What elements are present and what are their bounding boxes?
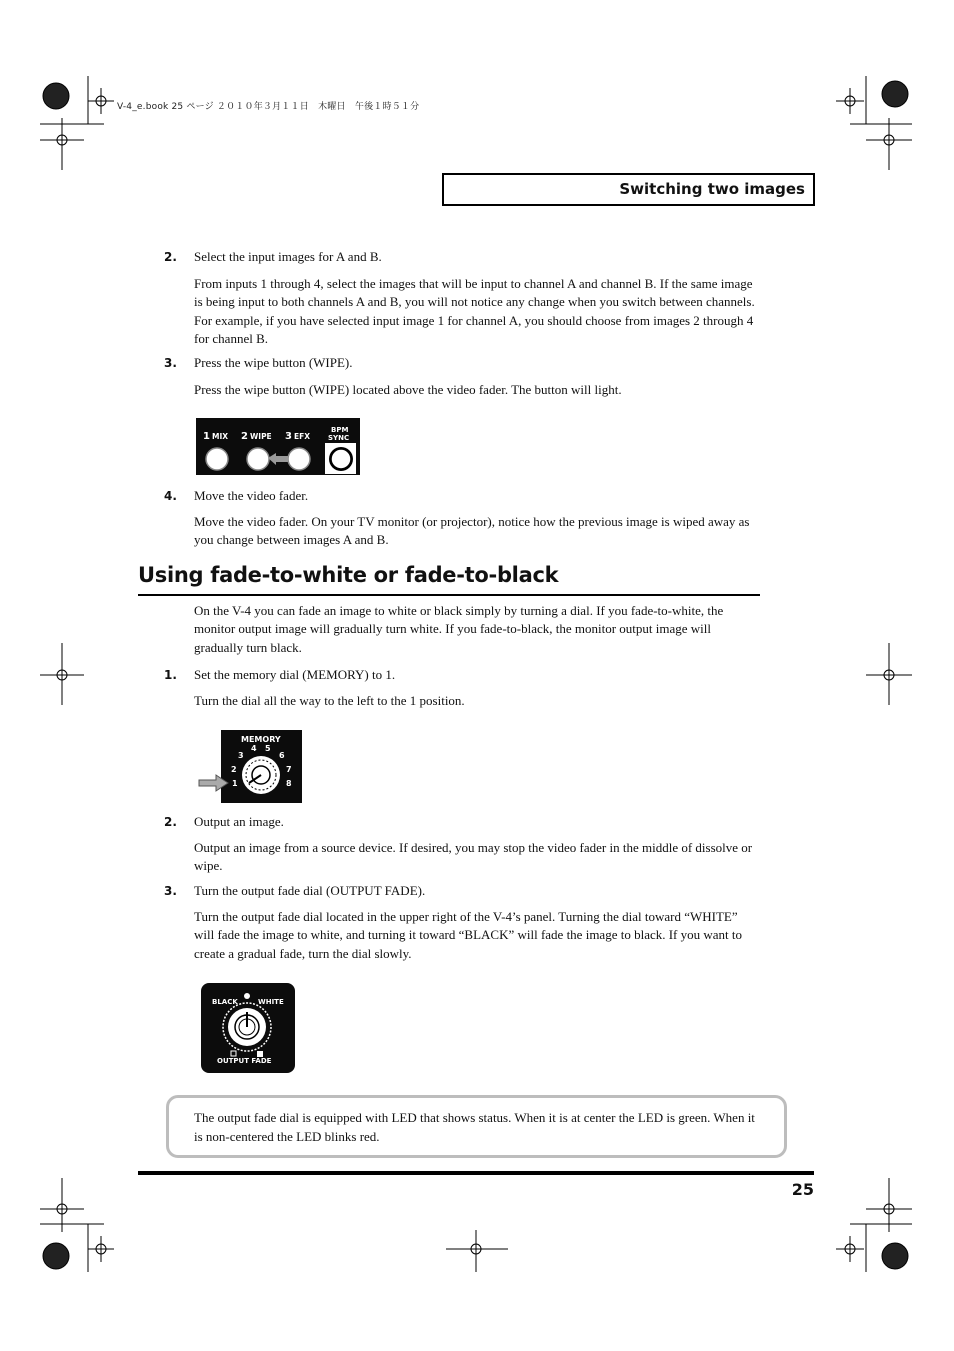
white-label: WHITE: [258, 998, 284, 1006]
memory-dial-illustration: [196, 729, 304, 804]
step-body: Turn the dial all the way to the left to the 1 position.: [194, 693, 465, 708]
step-number: 1.: [164, 668, 177, 682]
wipe-button[interactable]: [247, 448, 269, 470]
step-number: 3.: [164, 356, 177, 370]
wipe-label: WIPE: [250, 432, 272, 441]
step-body: From inputs 1 through 4, select the images that will be input to channel A and channel B. If the same image is being input to both channels A and B, you will not notice any change when you switch between channels. For example, if you have selected input image 1 for channel A, you should choose from images 2 through 4 for channel B.: [194, 276, 755, 347]
transition-button-panel: [196, 418, 360, 475]
mix-label: MIX: [212, 432, 229, 441]
efx-label: EFX: [294, 432, 311, 441]
output-fade-label: OUTPUT FADE: [217, 1057, 272, 1065]
page-number: 25: [791, 1180, 814, 1199]
step-title: Select the input images for A and B.: [194, 249, 382, 264]
arrow-left-icon: [268, 453, 288, 465]
section-heading: Using fade-to-white or fade-to-black: [138, 563, 760, 596]
memory-position-3: 3: [238, 751, 244, 760]
mix-number: 1: [203, 431, 210, 442]
step-title: Set the memory dial (MEMORY) to 1.: [194, 667, 396, 682]
bpm-label: BPM: [331, 426, 349, 434]
section-title: Switching two images: [619, 180, 805, 198]
status-led: [244, 993, 250, 999]
step-body: Press the wipe button (WIPE) located above the video fader. The button will light.: [194, 382, 622, 397]
note-box: [166, 1095, 787, 1158]
sync-label: SYNC: [328, 434, 350, 442]
memory-position-5: 5: [265, 744, 271, 753]
step-number: 4.: [164, 489, 177, 503]
efx-number: 3: [285, 431, 292, 442]
memory-position-1: 1: [232, 779, 238, 788]
step-title: Output an image.: [194, 814, 284, 829]
memory-position-4: 4: [251, 744, 257, 753]
footer-rule: [138, 1171, 814, 1175]
wipe-number: 2: [241, 431, 248, 442]
black-label: BLACK: [212, 998, 238, 1006]
step-number: 2.: [164, 815, 177, 829]
section-title-box: [442, 173, 815, 206]
black-square-icon: [257, 1051, 263, 1057]
mix-button[interactable]: [206, 448, 228, 470]
memory-position-8: 8: [286, 779, 292, 788]
step-body: Output an image from a source device. If desired, you may stop the video fader in the middle of dissolve or wipe.: [194, 840, 753, 874]
step-number: 2.: [164, 250, 177, 264]
print-header: V-4_e.book 25 ページ ２０１０年３月１１日 木曜日 午後１時５１分: [117, 102, 420, 112]
transition-buttons-graphic: [196, 418, 360, 475]
memory-position-7: 7: [286, 765, 292, 774]
efx-button[interactable]: [288, 448, 310, 470]
bpm-sync-button-face: [331, 449, 351, 469]
step-body: Turn the output fade dial located in the upper right of the V-4’s panel. Turning the dial toward “WHITE” will fade the image to white, and turning it toward “BLACK” will fade the image to black. If you want to create a gradual fade, turn the dial slowly.: [194, 909, 743, 961]
step-title: Press the wipe button (WIPE).: [194, 355, 353, 370]
memory-position-2: 2: [231, 765, 237, 774]
step-body: Move the video fader. On your TV monitor (or projector), notice how the previous image is wiped away as you change between images A and B.: [194, 514, 750, 548]
note-text: The output fade dial is equipped with LED that shows status. When it is at center the LED is green. When it is non-centered the LED blinks red.: [194, 1110, 755, 1144]
output-fade-illustration: [200, 982, 296, 1074]
step-number: 3.: [164, 884, 177, 898]
memory-position-6: 6: [279, 751, 285, 760]
step-title: Move the video fader.: [194, 488, 309, 503]
step-title: Turn the output fade dial (OUTPUT FADE).: [194, 883, 426, 898]
memory-label: MEMORY: [241, 735, 281, 744]
intro-paragraph: On the V-4 you can fade an image to white or black simply by turning a dial. If you fade-to-white, the monitor output image will gradually turn white. If you fade-to-black, the monitor output image will gradually turn black.: [194, 603, 724, 655]
